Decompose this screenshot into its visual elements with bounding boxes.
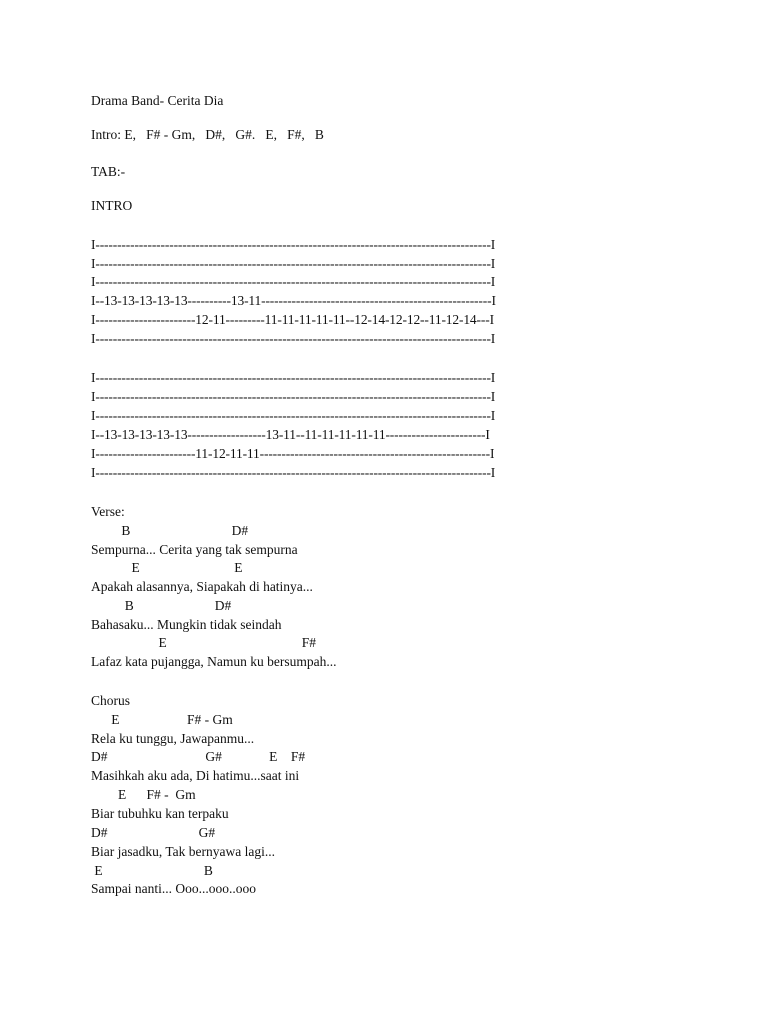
lyric-line: Biar jasadku, Tak bernyawa lagi... (91, 844, 275, 859)
lyric-line: Sampai nanti... Ooo...ooo..ooo (91, 881, 256, 896)
tab-label: TAB:- (91, 164, 126, 179)
tab-line: I-------------------------------------------------------------------------------------------I (91, 274, 496, 289)
chord-line: E E (91, 560, 243, 575)
tab-line: I-------------------------------------------------------------------------------------------I (91, 237, 496, 252)
song-title: Drama Band- Cerita Dia (91, 93, 224, 108)
chord-line: B D# (91, 523, 249, 538)
chord-line: B D# (91, 598, 232, 613)
tab-line: I-------------------------------------------------------------------------------------------I (91, 370, 496, 385)
tab-line: I-----------------------11-12-11-11-----------------------------------------------------I (91, 446, 495, 461)
tab-line: I-------------------------------------------------------------------------------------------I (91, 389, 496, 404)
lyric-line: Apakah alasannya, Siapakah di hatinya... (91, 579, 313, 594)
tab-line: I-------------------------------------------------------------------------------------------I (91, 331, 496, 346)
chord-line: E B (91, 863, 213, 878)
tab-line: I--13-13-13-13-13------------------13-11--11-11-11-11-11-----------------------I (91, 427, 490, 442)
tab-line: I-----------------------12-11---------11-11-11-11-11--12-14-12-12--11-12-14---I (91, 312, 494, 327)
lyric-line: Masihkah aku ada, Di hatimu...saat ini (91, 768, 300, 783)
verse-label: Verse: (91, 504, 125, 519)
chord-line: E F# (91, 635, 317, 650)
lyric-line: Lafaz kata pujangga, Namun ku bersumpah... (91, 654, 337, 669)
lyric-line: Rela ku tunggu, Jawapanmu... (91, 731, 255, 746)
intro-chords: Intro: E, F# - Gm, D#, G#. E, F#, B (91, 127, 324, 142)
chord-line: E F# - Gm (91, 712, 233, 727)
chord-line: E F# - Gm (91, 787, 196, 802)
tab-line: I-------------------------------------------------------------------------------------------I (91, 408, 496, 423)
intro-label: INTRO (91, 198, 133, 213)
chord-line: D# G# E F# (91, 749, 306, 764)
lyric-line: Biar tubuhku kan terpaku (91, 806, 229, 821)
lyric-line: Sempurna... Cerita yang tak sempurna (91, 542, 298, 557)
lyric-line: Bahasaku... Mungkin tidak seindah (91, 617, 282, 632)
tab-line: I-------------------------------------------------------------------------------------------I (91, 465, 496, 480)
tab-line: I-------------------------------------------------------------------------------------------I (91, 256, 496, 271)
tab-line: I--13-13-13-13-13----------13-11-----------------------------------------------------I (91, 293, 496, 308)
chorus-label: Chorus (91, 693, 131, 708)
chord-line: D# G# (91, 825, 216, 840)
